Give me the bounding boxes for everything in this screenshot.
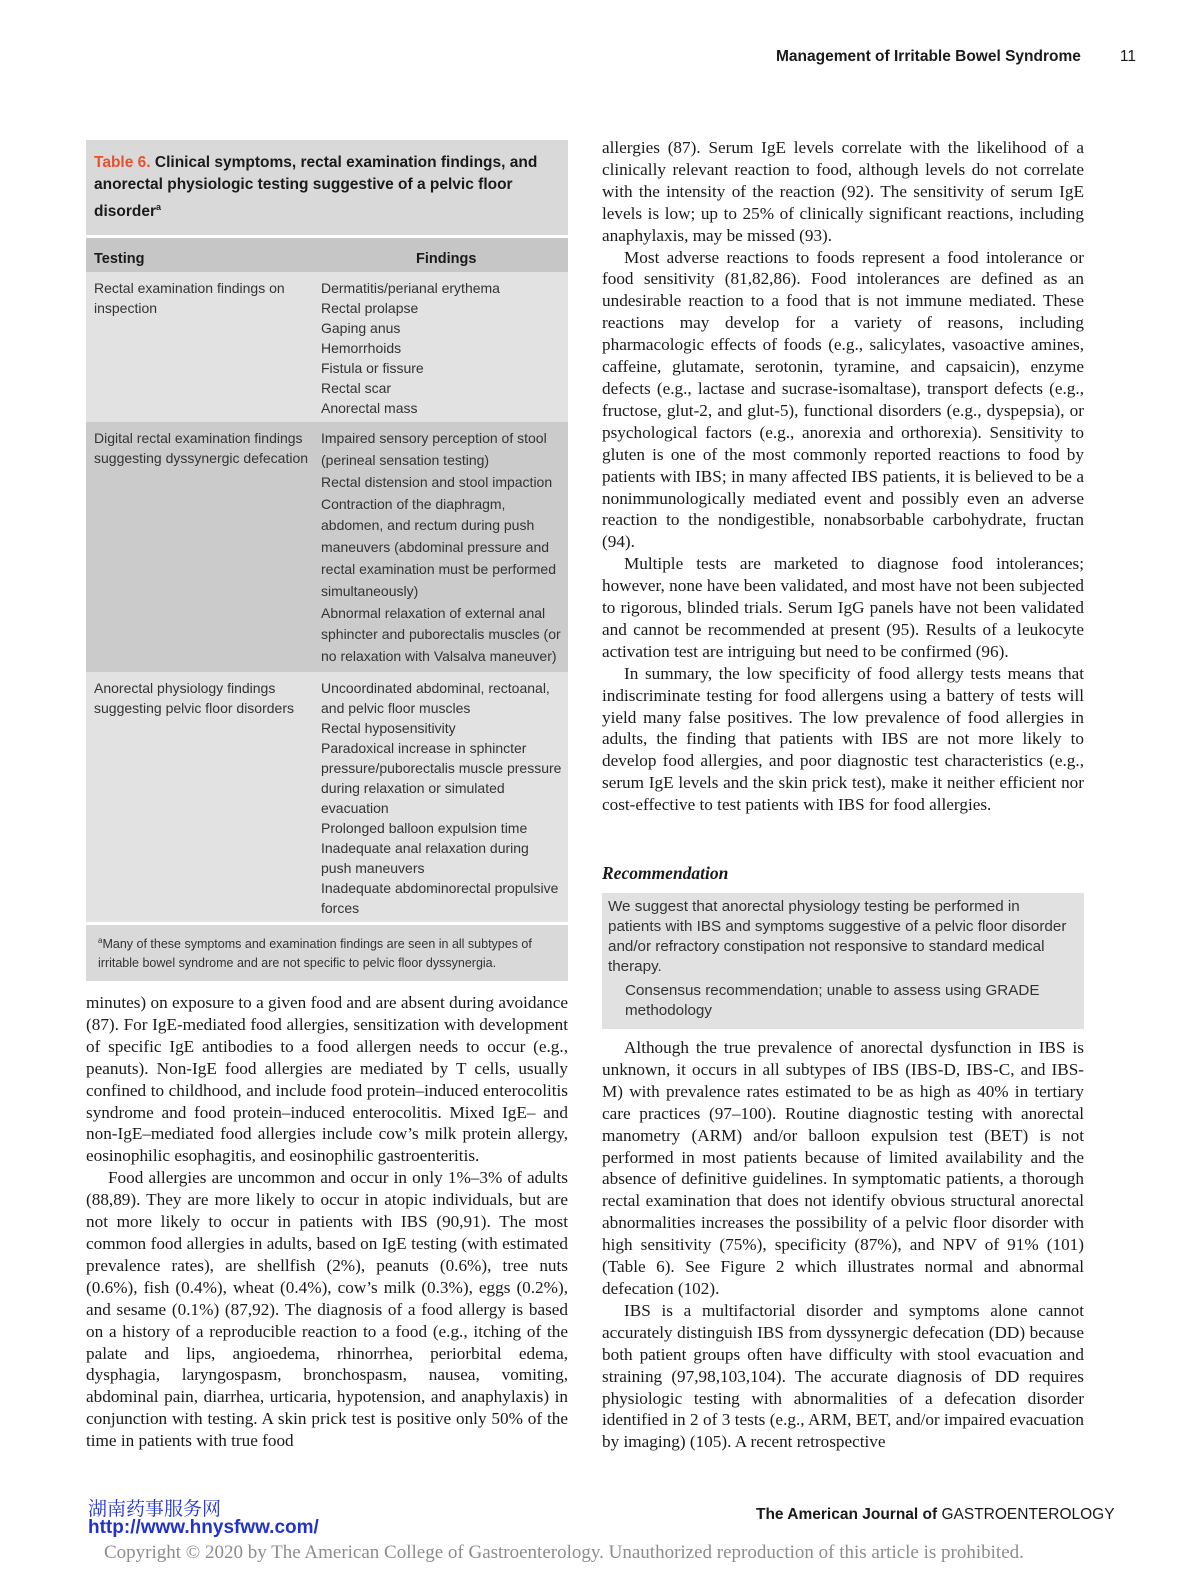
recommendation-text: We suggest that anorectal physiology testing be performed in patients with IBS and symptoms suggestive of a pelvic floor disorder and/or refractory constipation not responsive to standard medical therapy.	[608, 898, 1067, 975]
watermark-url[interactable]: http://www.hnysfww.com/	[88, 1517, 319, 1538]
table-6	[86, 140, 568, 981]
finding-item: Rectal scar	[321, 380, 392, 397]
table-footnote	[86, 922, 568, 981]
testing-cell: Digital rectal examination findings suggesting dyssynergic defecation	[94, 430, 309, 467]
running-title: Management of Irritable Bowel Syndrome	[776, 48, 1081, 65]
findings-cell	[321, 428, 568, 668]
watermark-site-name: 湖南药事服务网	[88, 1498, 222, 1520]
finding-item: Dermatitis/perianal erythema	[321, 280, 500, 297]
finding-item: Gaping anus	[321, 320, 401, 337]
table-caption-text: Clinical symptoms, rectal examination findings, and anorectal physiologic testing suggestive of a pelvic floor disorder	[94, 154, 538, 221]
journal-name	[756, 1506, 1115, 1524]
journal-title: GASTROENTEROLOGY	[941, 1506, 1115, 1523]
finding-item: Rectal distension and stool impaction	[321, 473, 553, 490]
paragraph: minutes) on exposure to a given food and are absent during avoidance (87). For IgE-mediated food allergies, sensitization with development of specific IgE antibodies to a food allergen needs to occur (e.g., peanuts). Non-IgE food allergies are mediated by T cells, usually confined to childhood, and include food protein–induced enterocolitis syndrome and food protein–induced enterocolitis. Mixed IgE– and non-IgE–mediated food allergies include cow’s milk protein allergy, eosinophilic esophagitis, and eosinophilic gastroenteritis.	[86, 993, 568, 1166]
finding-item: Inadequate abdominorectal propulsive forces	[321, 879, 559, 916]
paragraph: In summary, the low specificity of food allergy tests means that indiscriminate testing for food allergens using a battery of tests will yield many false positives. The low prevalence of food allergies in adults, the finding that patients with IBS are not more likely to develop food allergies, and poor diagnostic test characteristics (e.g., serum IgE levels and the skin prick test), make it neither efficient nor cost-effective to test patients with IBS for food allergies.	[602, 663, 1084, 815]
recommendation-note: Consensus recommendation; unable to assess using GRADE methodology	[625, 982, 1040, 1019]
paragraph: Although the true prevalence of anorectal dysfunction in IBS is unknown, it occurs in all subtypes of IBS (IBS-D, IBS-C, and IBS-M) with prevalence rates estimated to be as high as 40% in tertiary care practices (97–100). Routine diagnostic testing with anorectal manometry (ARM) and/or balloon expulsion test (BET) is not performed in most patients because of limited availability and the absence of definitive guidelines. In symptomatic patients, a thorough rectal examination that does not identify obvious structural anorectal abnormalities increases the possibility of a pelvic floor disorder with high sensitivity (75%), specificity (87%), and NPV of 91% (101) (Table 6). See Figure 2 which illustrates normal and abnormal defecation (102).	[602, 1038, 1084, 1298]
table-label: Table 6.	[94, 154, 151, 171]
finding-item: Rectal hyposensitivity	[321, 719, 456, 736]
table-row	[86, 672, 568, 922]
right-column-text-bottom	[602, 1037, 1084, 1453]
footnote-text: Many of these symptoms and examination findings are seen in all subtypes of irritable bowel syndrome and are not specific to pelvic floor dyssynergia.	[98, 937, 532, 971]
column-header-findings: Findings	[416, 251, 477, 268]
footnote-sup: a	[98, 935, 103, 945]
finding-item: Inadequate anal relaxation during push maneuvers	[321, 839, 529, 876]
testing-cell: Anorectal physiology findings suggesting pelvic floor disorders	[94, 679, 294, 716]
testing-cell: Rectal examination findings on inspection	[94, 280, 285, 317]
finding-item: Abnormal relaxation of external anal sphincter and puborectalis muscles (or no relaxation with Valsalva maneuver)	[321, 604, 561, 665]
left-column-text	[86, 992, 568, 1452]
paragraph: Food allergies are uncommon and occur in only 1%–3% of adults (88,89). They are more likely to occur in atopic individuals, but are not more likely to occur in patients with IBS (90,91). The most common food allergies in adults, based on IgE testing (with estimated prevalence rates), are shellfish (2%), peanuts (0.6%), tree nuts (0.6%), fish (0.4%), wheat (0.4%), cow’s milk (0.3%), eggs (0.2%), and sesame (0.1%) (87,92). The diagnosis of a food allergy is based on a history of a reproducible reaction to a food (e.g., itching of the palate and lips, angioedema, rhinorrhea, periorbital edema, dysphagia, laryngospasm, bronchospasm, nausea, vomiting, abdominal pain, diarrhea, urticaria, hypotension, and anaphylaxis) in conjunction with testing. A skin prick test is positive only 50% of the time in patients with true food	[86, 1168, 568, 1451]
finding-item: Anorectal mass	[321, 400, 418, 417]
paragraph: allergies (87). Serum IgE levels correlate with the likelihood of a clinically relevant reaction to food, although levels do not correlate with the intensity of the reaction (92). The sensitivity of serum IgE levels is low; up to 25% of clinically significant reactions, including anaphylaxis, may be missed (93).	[602, 138, 1084, 245]
finding-item: Impaired sensory perception of stool (perineal sensation testing)	[321, 430, 547, 468]
page-number: 11	[1119, 48, 1136, 65]
recommendation-box	[602, 893, 1084, 1029]
paragraph: Multiple tests are marketed to diagnose food intolerances; however, none have been validated, and most have not been subjected to rigorous, blinded trials. Serum IgG panels have not been validated and cannot be recommended at present (95). Results of a leukocyte activation test are intriguing but need to be confirmed (96).	[602, 554, 1084, 661]
table-caption	[86, 140, 568, 235]
table-header-row	[86, 235, 568, 272]
finding-item: Contraction of the diaphragm, abdomen, and rectum during push maneuvers (abdominal pressure and rectal examination must be performed simultaneously)	[321, 495, 556, 599]
table-caption-sup: a	[156, 202, 162, 212]
right-column-text-top	[602, 137, 1084, 816]
finding-item: Fistula or fissure	[321, 360, 424, 377]
recommendation-heading: Recommendation	[602, 863, 729, 883]
finding-item: Uncoordinated abdominal, rectoanal, and pelvic floor muscles	[321, 679, 550, 716]
table-row	[86, 272, 568, 422]
paragraph: IBS is a multifactorial disorder and symptoms alone cannot accurately distinguish IBS from dyssynergic defecation (DD) because both patient groups often have difficulty with stool evacuation and straining (97,98,103,104). The accurate diagnosis of DD requires physiologic testing with abnormalities of a defecation disorder identified in 2 of 3 tests (e.g., ARM, BET, and/or impaired evacuation by imaging) (105). A recent retrospective	[602, 1300, 1084, 1452]
journal-prefix: The American Journal of	[756, 1506, 938, 1523]
column-header-testing: Testing	[94, 251, 145, 268]
finding-item: Paradoxical increase in sphincter pressure/puborectalis muscle pressure during relaxation or simulated evacuation	[321, 739, 562, 816]
finding-item: Rectal prolapse	[321, 300, 419, 317]
finding-item: Hemorrhoids	[321, 340, 402, 357]
copyright-notice: Copyright © 2020 by The American College of Gastroenterology. Unauthorized reproduction of this article is prohibited.	[104, 1542, 1024, 1563]
paragraph: Most adverse reactions to foods represent a food intolerance or food sensitivity (81,82,86). Food intolerances are defined as an undesirable reaction to a food that is not immune mediated. These reactions may develop for a variety of reasons, including pharmacologic effects of foods (e.g., salicylates, vasoactive amines, caffeine, glutamate, serotonin, tyramine, and capsaicin), enzyme defects (e.g., lactase and sucrase-isomaltase), transport defects (e.g., fructose, glut-2, and glut-5), functional disorders (e.g., dyspepsia), or psychological factors (e.g., anorexia and orthorexia). Sensitivity to gluten is one of the most commonly reported reactions to food by patients with IBS; in many affected IBS patients, it is believed to be a nonimmunologically mediated event and possibly even an adverse reaction to the nondigestible, nonabsorbable carbohydrate, fructan (94).	[602, 247, 1084, 552]
finding-item: Prolonged balloon expulsion time	[321, 819, 528, 836]
findings-cell	[321, 678, 568, 918]
table-row	[86, 422, 568, 672]
findings-cell	[321, 278, 568, 418]
